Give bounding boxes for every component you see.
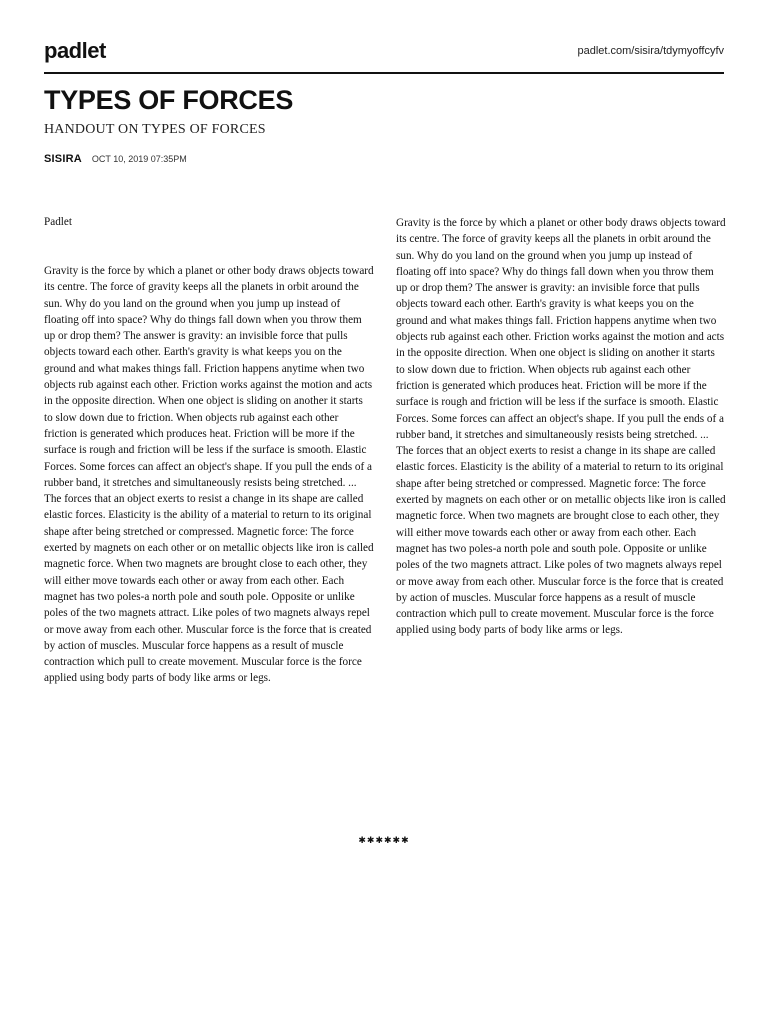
post-body: Gravity is the force by which a planet or other body draws objects toward its centre. The force of gravity keeps all the planets in orbit around the sun. Why do you land on the ground when you jump up instead of floating off into space? Why do things fall down when you throw them up or drop them? The answer is gravity: an invisible force that pulls objects toward each other. Earth's gravity is what keeps you on the ground and what makes things fall. Friction happens anytime when two objects rub against each other. Friction works against the motion and acts in the opposite direction. When one object is sliding on another it starts to slow down due to friction. When objects rub against each other friction is generated which produces heat. Friction will be more if the surface is rough and friction will be less if the surface is smooth. Elastic Forces. Some forces can affect an object's shape. If you pull the ends of a rubber band, it stretches and simultaneously resists being stretched. ... The forces that an object exerts to resist a change in its shape are called elastic forces. Elasticity is the ability of a material to return to its original shape after being stretched or compressed. Magnetic force: The force exerted by magnets on each other or on metallic objects like iron is called magnetic force. When two magnets are brought close to each other, they will either move towards each other or away from each other. Each magnet has two poles-a north pole and south pole. Opposite or unlike poles of the two magnets attract. Like poles of two magnets always repel or move away from each other. Muscular force is the force that is created by action of muscles. Muscular force happens as a result of muscle contraction which pull to create movement. Muscular force is the force applied using body parts of body like arms or legs. [396, 217, 726, 637]
padlet-url[interactable]: padlet.com/sisira/tdymyoffcyfv [577, 45, 724, 57]
post-meta [44, 149, 187, 163]
page-header [44, 38, 724, 74]
page-title: TYPES OF FORCES [44, 85, 294, 115]
post-date: OCT 10, 2019 07:35PM [91, 154, 187, 164]
post-card-right [396, 215, 726, 639]
page-subtitle: HANDOUT ON TYPES OF FORCES [44, 122, 266, 137]
author-name: SISIRA [44, 153, 82, 165]
padlet-logo[interactable]: padlet [44, 38, 106, 63]
end-divider: ✱✱✱✱✱✱ [358, 836, 410, 846]
post-body: Gravity is the force by which a planet or other body draws objects toward its centre. The force of gravity keeps all the planets in orbit around the sun. Why do you land on the ground when you jump up instead of floating off into space? Why do things fall down when you throw them up or drop them? The answer is gravity: an invisible force that pulls objects toward each other. Earth's gravity is what keeps you on the ground and what makes things fall. Friction happens anytime when two objects rub against each other. Friction works against the motion and acts in the opposite direction. When one object is sliding on another it starts to slow down due to friction. When objects rub against each other friction is generated which produces heat. Friction will be more if the surface is rough and friction will be less if the surface is smooth. Elastic Forces. Some forces can affect an object's shape. If you pull the ends of a rubber band, it stretches and simultaneously resists being stretched. ... The forces that an object exerts to resist a change in its shape are called elastic forces. Elasticity is the ability of a material to return to its original shape after being stretched or compressed. Magnetic force: The force exerted by magnets on each other or on metallic objects like iron is called magnetic force. When two magnets are brought close to each other, they will either move towards each other or away from each other. Each magnet has two poles-a north pole and south pole. Opposite or unlike poles of the two magnets attract. Like poles of two magnets always repel or move away from each other. Muscular force is the force that is created by action of muscles. Muscular force happens as a result of muscle contraction which pull to create movement. Muscular force is the force applied using body parts of body like arms or legs. [44, 265, 374, 685]
post-title: Padlet [44, 216, 72, 228]
post-card-left [44, 214, 374, 687]
